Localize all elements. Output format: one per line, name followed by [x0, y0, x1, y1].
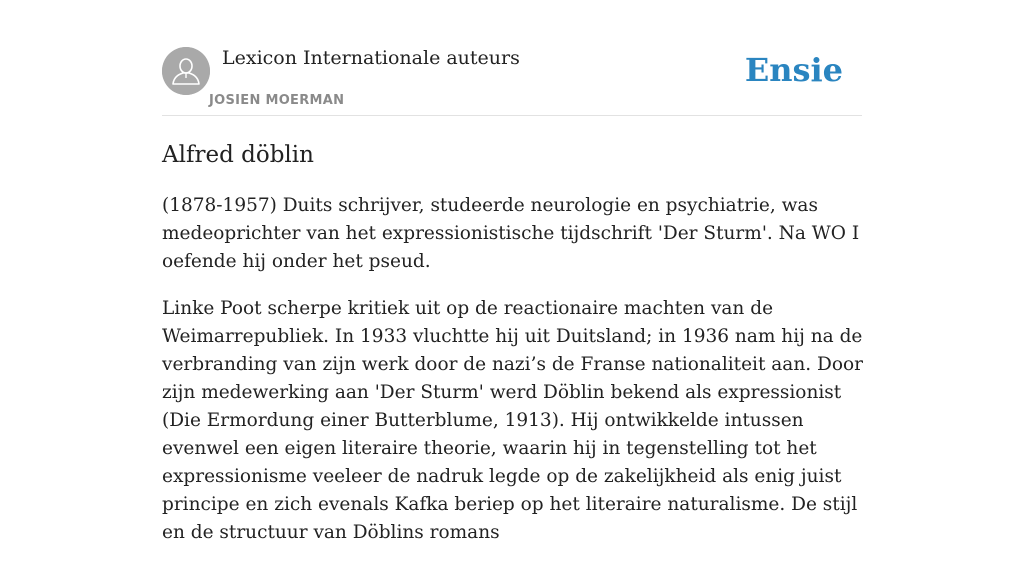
lexicon-title[interactable]: Lexicon Internationale auteurs — [222, 47, 520, 69]
article-body — [162, 192, 864, 566]
person-outline-icon — [162, 47, 210, 95]
article-paragraph: Linke Poot scherpe kritiek uit op de reactionaire machten van de Weimarrepubliek. In 1933 vluchtte hij uit Duitsland; in 1936 nam hij na de verbranding van zijn werk door de nazi’s de Franse nationaliteit aan. Door zijn medewerking aan 'Der Sturm' werd Döblin bekend als expressionist (Die Ermordung einer Butterblume, 1913). Hij ontwikkelde intussen evenwel een eigen literaire theorie, waarin hij in tegenstelling tot het expressionisme veeleer de nadruk legde op de zakelijkheid als enig juist principe en zich evenals Kafka beriep op het literaire naturalisme. De stijl en de structuur van Döblins romans — [162, 298, 863, 543]
article-header — [162, 46, 862, 116]
article-title: Alfred döblin — [162, 142, 314, 168]
author-name[interactable]: JOSIEN MOERMAN — [209, 93, 345, 108]
user-avatar-icon[interactable] — [162, 47, 210, 95]
article-paragraph: (1878-1957) Duits schrijver, studeerde neurologie en psychiatrie, was medeoprichter van het expressionistische tijdschrift 'Der Sturm'. Na WO I oefende hij onder het pseud. — [162, 195, 860, 272]
brand-logo[interactable]: Ensie — [744, 51, 843, 89]
